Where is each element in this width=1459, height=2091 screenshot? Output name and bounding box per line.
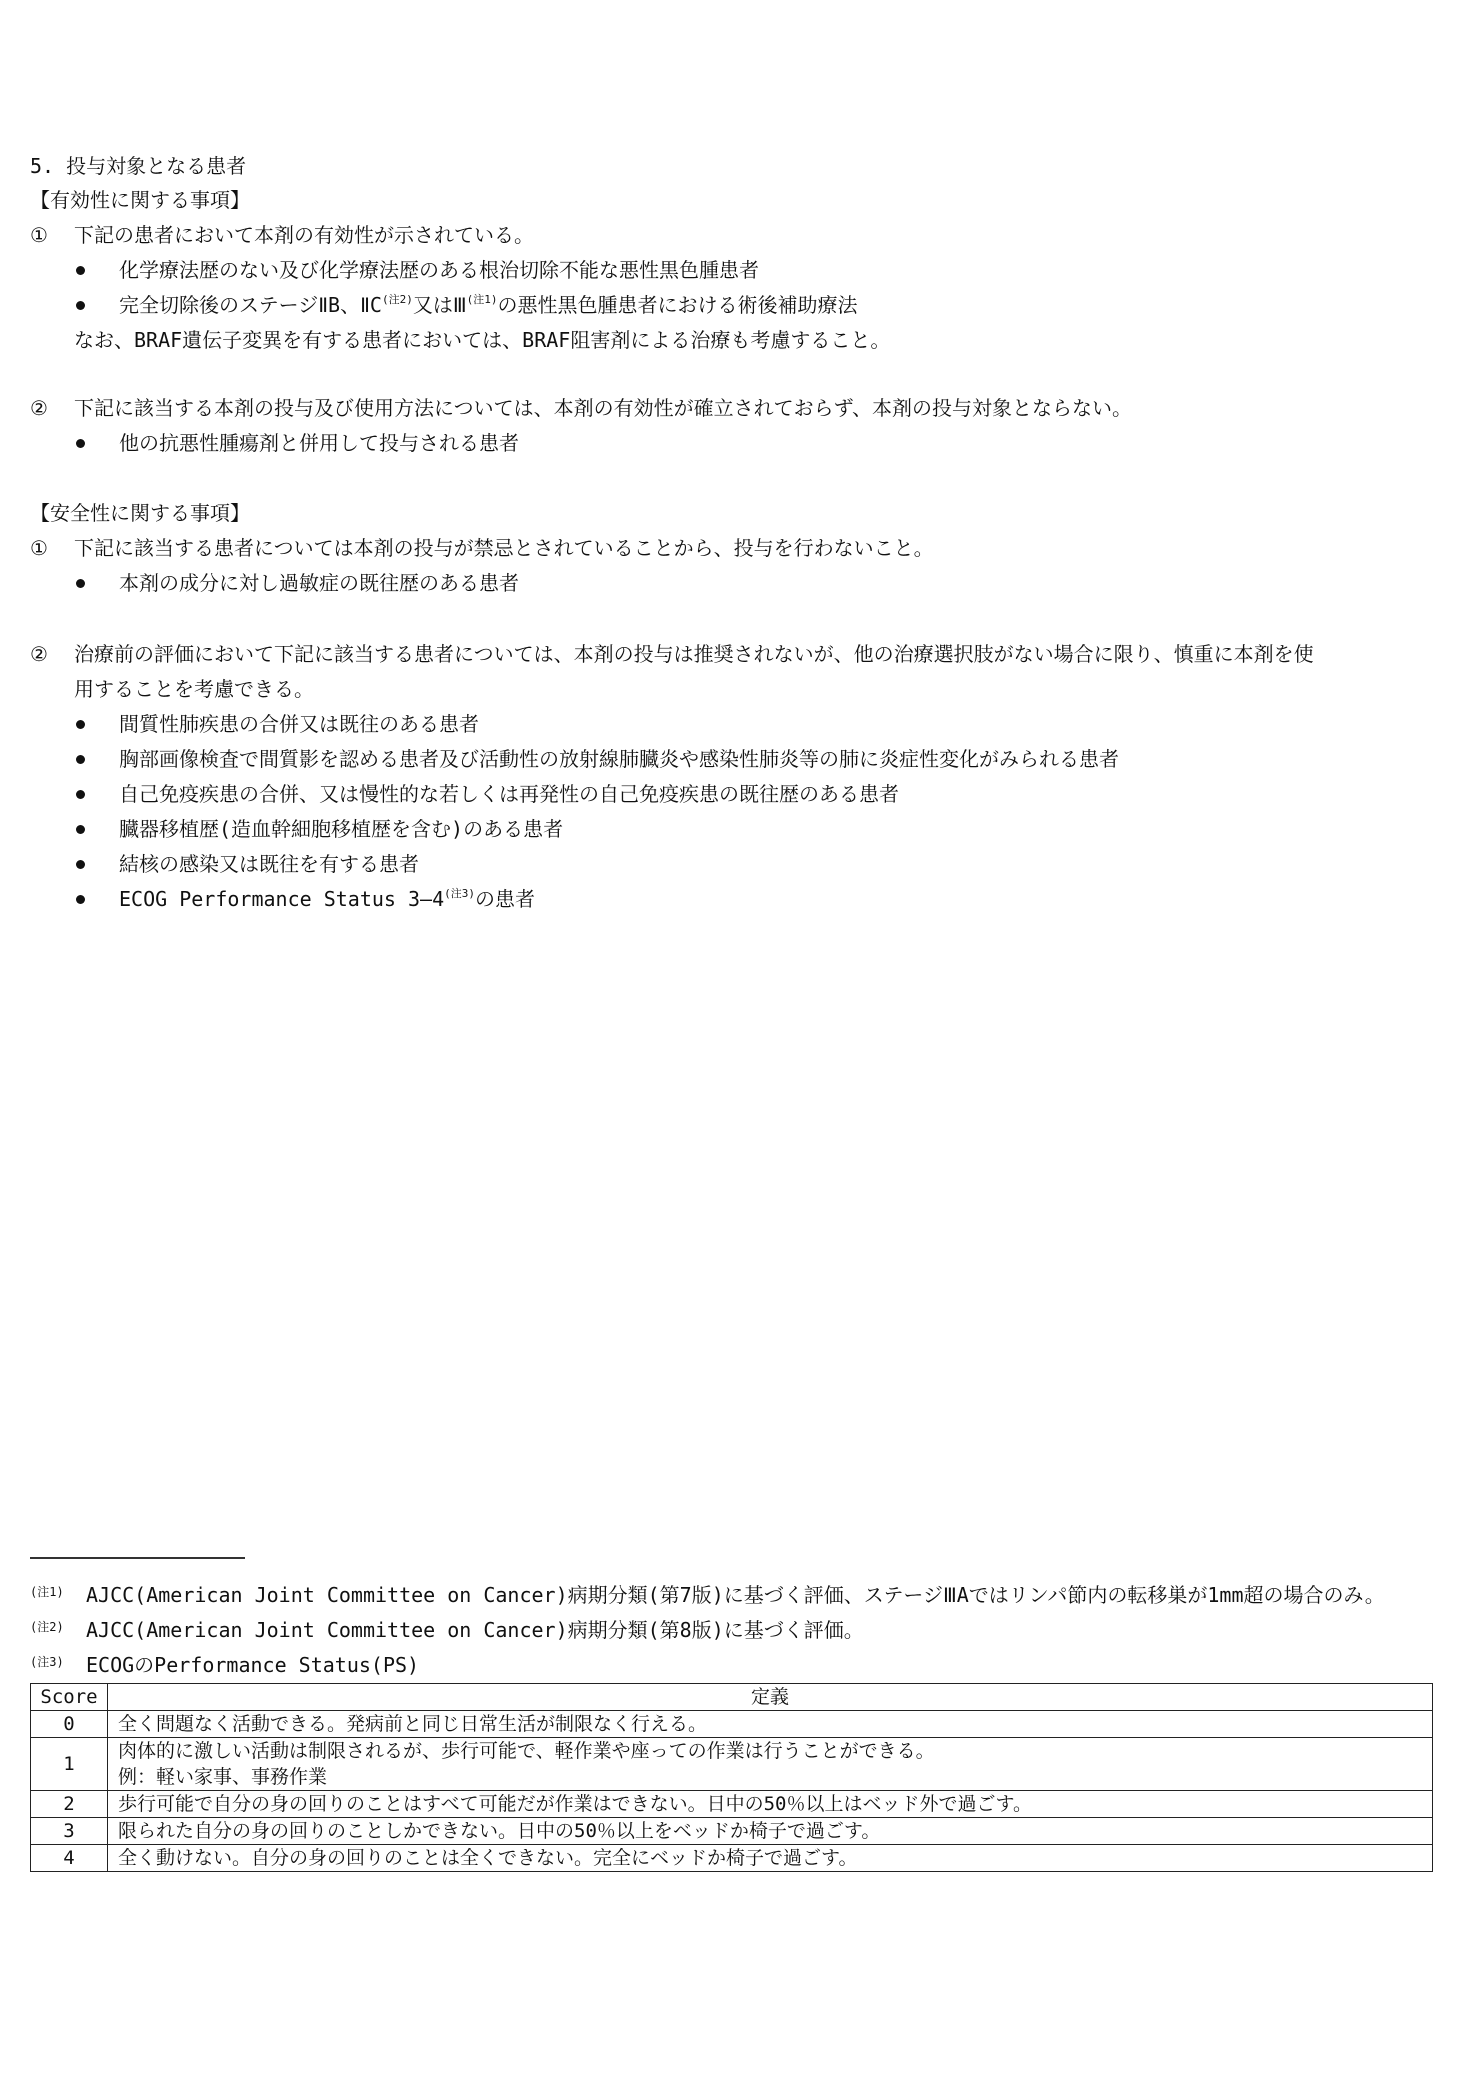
bullet-dot bbox=[76, 860, 85, 869]
safety-item2-marker: ② bbox=[30, 642, 48, 666]
footnote-2-text: AJCC(American Joint Committee on Cancer)病期分類(第8版)に基づく評価。 bbox=[86, 1618, 864, 1642]
score-cell: 0 bbox=[31, 1711, 108, 1738]
table-row bbox=[31, 1818, 1433, 1845]
safety-item2-bullet-5: 結核の感染又は既往を有する患者 bbox=[119, 852, 419, 876]
safety-item1-text: 下記に該当する患者については本剤の投与が禁忌とされていることから、投与を行わないこと。 bbox=[74, 536, 934, 560]
bullet-dot bbox=[76, 301, 85, 310]
footnote-ref-1: (注1) bbox=[466, 293, 498, 306]
score-cell: 1 bbox=[31, 1738, 108, 1791]
efficacy-item2-text: 下記に該当する本剤の投与及び使用方法については、本剤の有効性が確立されておらず、本剤の投与対象とならない。 bbox=[74, 396, 1132, 420]
footnote-ref-2: (注2) bbox=[381, 293, 413, 306]
efficacy-title: 【有効性に関する事項】 bbox=[30, 188, 250, 212]
bullet-2-text-b: 又はⅢ bbox=[412, 293, 467, 317]
footnote-1-text: AJCC(American Joint Committee on Cancer)病期分類(第7版)に基づく評価、ステージⅢAではリンパ節内の転移巣が1mm超の場合のみ。 bbox=[86, 1583, 1385, 1607]
footnote-2-mark: (注2) bbox=[30, 1620, 64, 1634]
footnote-3-mark: (注3) bbox=[30, 1655, 64, 1669]
bullet-dot bbox=[76, 755, 85, 764]
footnote-1-mark: (注1) bbox=[30, 1585, 64, 1599]
table-row bbox=[31, 1738, 1433, 1791]
definition-cell: 限られた自分の身の回りのことしかできない。日中の50％以上をベッドか椅子で過ごす。 bbox=[108, 1818, 1433, 1845]
bullet-2-text-c: の悪性黒色腫患者における術後補助療法 bbox=[497, 293, 858, 317]
safety-item1-bullet-1: 本剤の成分に対し過敏症の既往歴のある患者 bbox=[119, 571, 519, 595]
efficacy-item1-bullet-1: 化学療法歴のない及び化学療法歴のある根治切除不能な悪性黒色腫患者 bbox=[119, 258, 759, 282]
efficacy-item2-bullet-1: 他の抗悪性腫瘍剤と併用して投与される患者 bbox=[119, 431, 519, 455]
table-header-row bbox=[31, 1684, 1433, 1711]
definition-line: 肉体的に激しい活動は制限されるが、歩行可能で、軽作業や座っての作業は行うことができる。 bbox=[118, 1740, 935, 1762]
bullet-dot bbox=[76, 825, 85, 834]
definition-line: 例：軽い家事、事務作業 bbox=[118, 1766, 328, 1788]
table-row bbox=[31, 1791, 1433, 1818]
efficacy-item1-text: 下記の患者において本剤の有効性が示されている。 bbox=[74, 223, 534, 247]
safety-item1-marker: ① bbox=[30, 536, 48, 560]
definition-cell: 全く動けない。自分の身の回りのことは全くできない。完全にベッドか椅子で過ごす。 bbox=[108, 1845, 1433, 1872]
efficacy-item1-bullet-2 bbox=[119, 290, 858, 320]
ecog-bullet-text-b: の患者 bbox=[474, 887, 535, 911]
section-heading: 5. 投与対象となる患者 bbox=[30, 154, 247, 178]
efficacy-item1-marker: ① bbox=[30, 223, 48, 247]
ecog-bullet-text-a: ECOG Performance Status 3―4 bbox=[119, 887, 445, 911]
safety-item2-bullet-2: 胸部画像検査で間質影を認める患者及び活動性の放射線肺臓炎や感染性肺炎等の肺に炎症性変化がみられる患者 bbox=[119, 747, 1119, 771]
bullet-dot bbox=[76, 895, 85, 904]
safety-item2-bullet-1: 間質性肺疾患の合併又は既往のある患者 bbox=[119, 712, 479, 736]
definition-cell bbox=[108, 1738, 1433, 1791]
score-cell: 3 bbox=[31, 1818, 108, 1845]
bullet-2-text-a: 完全切除後のステージⅡB、ⅡC bbox=[119, 293, 382, 317]
bullet-dot bbox=[76, 439, 85, 448]
bullet-dot bbox=[76, 720, 85, 729]
header-score: Score bbox=[31, 1684, 108, 1711]
footnote-ref-3: (注3) bbox=[444, 887, 475, 900]
header-definition: 定義 bbox=[108, 1684, 1433, 1711]
definition-cell: 歩行可能で自分の身の回りのことはすべて可能だが作業はできない。日中の50％以上はベッド外で過ごす。 bbox=[108, 1791, 1433, 1818]
safety-item2-bullet-ecog bbox=[119, 884, 535, 914]
safety-item2-bullet-3: 自己免疫疾患の合併、又は慢性的な若しくは再発性の自己免疫疾患の既往歴のある患者 bbox=[119, 782, 899, 806]
footnote-3-text: ECOGのPerformance Status(PS) bbox=[86, 1653, 420, 1677]
safety-item2-text-line1: 治療前の評価において下記に該当する患者については、本剤の投与は推奨されないが、他の治療選択肢がない場合に限り、慎重に本剤を使 bbox=[74, 642, 1314, 666]
score-cell: 4 bbox=[31, 1845, 108, 1872]
definition-cell: 全く問題なく活動できる。発病前と同じ日常生活が制限なく行える。 bbox=[108, 1711, 1433, 1738]
table-row bbox=[31, 1845, 1433, 1872]
bullet-dot bbox=[76, 790, 85, 799]
efficacy-item2-marker: ② bbox=[30, 396, 48, 420]
safety-title: 【安全性に関する事項】 bbox=[30, 501, 250, 525]
bullet-dot bbox=[76, 579, 85, 588]
ecog-ps-table bbox=[30, 1683, 1433, 1872]
bullet-dot bbox=[76, 266, 85, 275]
score-cell: 2 bbox=[31, 1791, 108, 1818]
footnote-separator bbox=[30, 1557, 245, 1559]
safety-item2-bullet-4: 臓器移植歴(造血幹細胞移植歴を含む)のある患者 bbox=[119, 817, 564, 841]
safety-item2-text-line2: 用することを考慮できる。 bbox=[74, 677, 314, 701]
efficacy-item1-note: なお、BRAF遺伝子変異を有する患者においては、BRAF阻害剤による治療も考慮すること。 bbox=[74, 328, 891, 352]
table-row bbox=[31, 1711, 1433, 1738]
